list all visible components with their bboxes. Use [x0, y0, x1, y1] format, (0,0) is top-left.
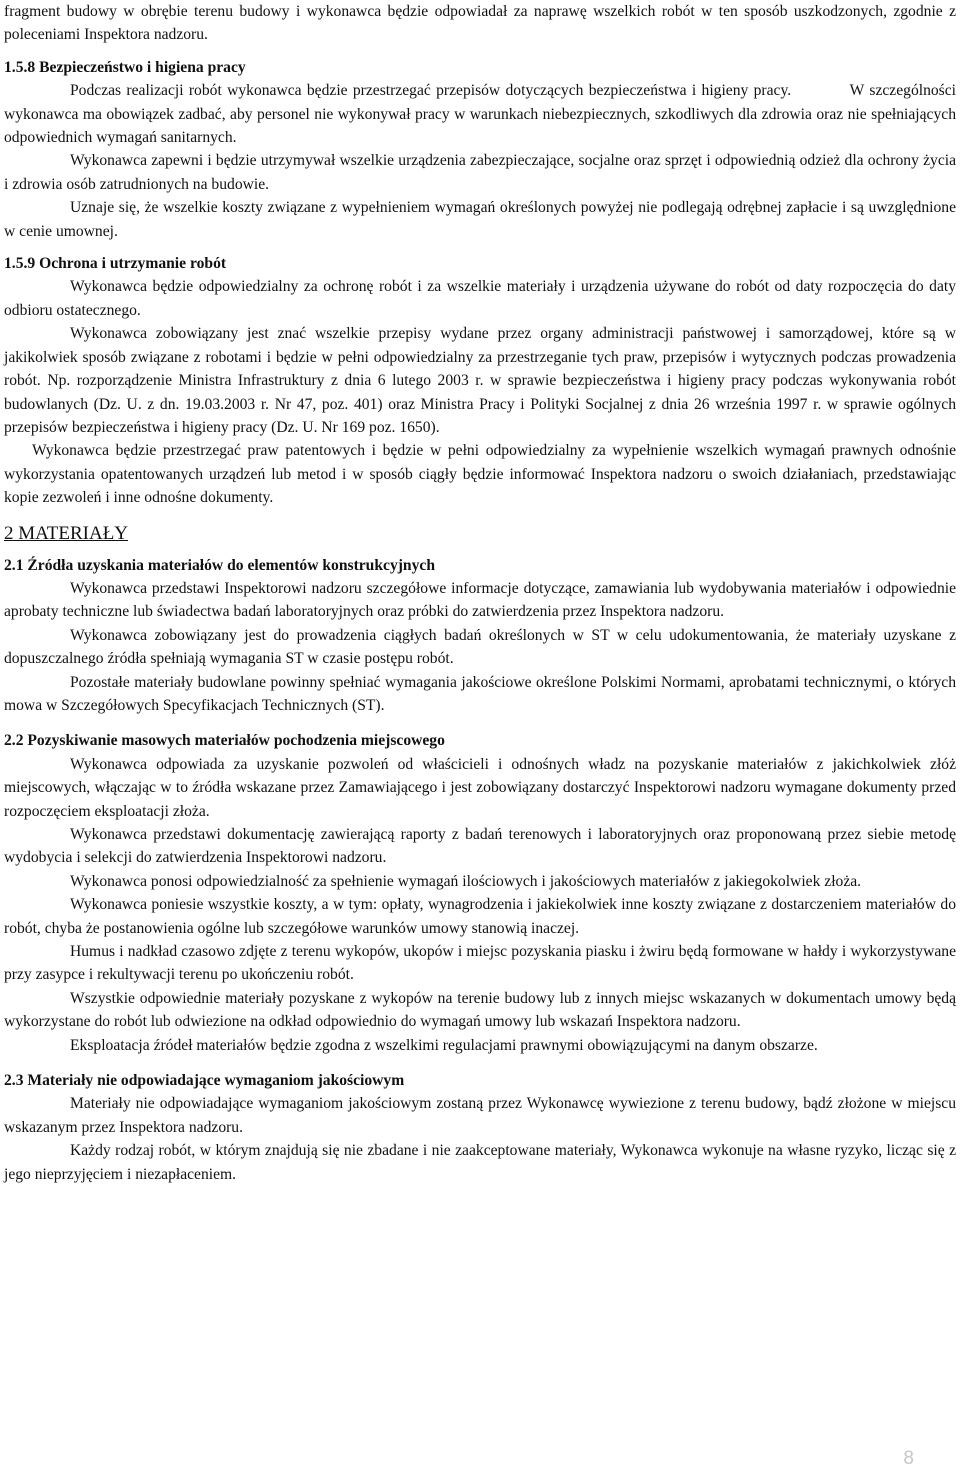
- section-1-5-9-heading: 1.5.9 Ochrona i utrzymanie robót: [4, 255, 227, 273]
- section-1-5-9-paragraph-2: Wykonawca zobowiązany jest znać wszelkie przepisy wydane przez organy administracji państwowej i samorządowej, które są w jakikolwiek sposób związane z robotami i będzie w pełni odpowiedzialny za przestrzeganie tych praw, przepisów i wytycznych podczas prowadzenia robót. Np. rozporządzenie Ministra Infrastruktury z dnia 6 lutego 2003 r. w sprawie bezpieczeństwa i higieny pracy podczas wykonywania robót budowlanych (Dz. U. z dn. 19.03.2003 r. Nr 47, poz. 401) oraz Ministra Pracy i Polityki Socjalnej z dnia 26 września 1997 r. w sprawie ogólnych przepisów bezpieczeństwa i higieny pracy (Dz. U. Nr 169 poz. 1650).: [4, 325, 956, 436]
- section-1-5-8-paragraph-1-tail: W szczególności wykonawca ma obowiązek zadbać, aby personel nie wykonywał pracy w warunkach niebezpiecznych, szkodliwych dla zdrowia oraz nie spełniających odpowiednich wymagań sanitarnych.: [4, 82, 956, 147]
- section-1-5-8-heading: 1.5.8 Bezpieczeństwo i higiena pracy: [4, 58, 246, 76]
- page-number: 8: [903, 1448, 914, 1469]
- section-1-5-9-paragraph-3: Wykonawca będzie przestrzegać praw patentowych i będzie w pełni odpowiedzialny za wypełnienie wszelkich wymagań prawnych odnośnie wykorzystania opatentowanych urządzeń lub metod i w sposób ciągły będzie informować Inspektora nadzoru o swoich działaniach, przedstawiając kopie zezwoleń i inne odnośne dokumenty.: [4, 442, 956, 507]
- section-2-1-paragraph-3: Pozostałe materiały budowlane powinny spełniać wymagania jakościowe określone Polskimi Normami, aprobatami technicznymi, o których mowa w Szczegółowych Specyfikacjach Technicznych (ST).: [4, 673, 956, 714]
- section-2-2-paragraph-3: Wykonawca ponosi odpowiedzialność za spełnienie wymagań ilościowych i jakościowych materiałów z jakiegokolwiek złoża.: [70, 872, 862, 890]
- section-2-1-paragraph-2: Wykonawca zobowiązany jest do prowadzenia ciągłych badań określonych w ST w celu udokumentowania, że materiały uzyskane z dopuszczalnego źródła spełniają wymagania ST w czasie postępu robót.: [4, 626, 956, 668]
- section-2-2-paragraph-6: Wszystkie odpowiednie materiały pozyskane z wykopów na terenie budowy lub z innych miejsc wskazanych w dokumentach umowy będą wykorzystane do robót lub odwiezione na odkład odpowiednio do wymagań umowy lub wskazań Inspektora nadzoru.: [4, 989, 956, 1031]
- section-2-3-paragraph-1: Materiały nie odpowiadające wymaganiom jakościowym zostaną przez Wykonawcę wywiezione z terenu budowy, bądź złożone w miejscu wskazanym przez Inspektora nadzoru.: [4, 1095, 956, 1136]
- section-1-5-8-paragraph-2: Wykonawca zapewni i będzie utrzymywał wszelkie urządzenia zabezpieczające, socjalne oraz sprzęt i odpowiednią odzież dla ochrony życia i zdrowia osób zatrudnionych na budowie.: [4, 152, 956, 193]
- section-2-1-paragraph-1: Wykonawca przedstawi Inspektorowi nadzoru szczegółowe informacje dotyczące, zamawiania lub wydobywania materiałów i odpowiednie aprobaty techniczne lub świadectwa badań laboratoryjnych oraz próbki do zatwierdzenia przez Inspektora nadzoru.: [4, 579, 956, 621]
- section-2-1-heading: 2.1 Źródła uzyskania materiałów do elementów konstrukcyjnych: [4, 556, 435, 574]
- section-2-2-paragraph-7: Eksploatacja źródeł materiałów będzie zgodna z wszelkimi regulacjami prawnymi obowiązującymi na danym obszarze.: [70, 1036, 818, 1054]
- intro-paragraph: fragment budowy w obrębie terenu budowy i wykonawca będzie odpowiadał za naprawę wszelkich robót w ten sposób uszkodzonych, zgodnie z poleceniami Inspektora nadzoru.: [4, 3, 956, 44]
- document-page: [4, 0, 956, 1186]
- section-1-5-8-paragraph-1: Podczas realizacji robót wykonawca będzie przestrzegać przepisów dotyczących bezpieczeństwa i higieny pracy.: [70, 82, 792, 100]
- section-2-2-paragraph-1: Wykonawca odpowiada za uzyskanie pozwoleń od właścicieli i odnośnych władz na pozyskanie materiałów z jakichkolwiek złóż miejscowych, włączając w to źródła wskazane przez Zamawiającego i jest zobowiązany dostarczyć Inspektorowi nadzoru wymagane dokumenty przed rozpoczęciem eksploatacji złoża.: [4, 755, 956, 820]
- section-2-2-paragraph-2: Wykonawca przedstawi dokumentację zawierającą raporty z badań terenowych i laboratoryjnych oraz proponowaną przez siebie metodę wydobycia i selekcji do zatwierdzenia Inspektorowi nadzoru.: [4, 826, 956, 867]
- chapter-2-heading: 2 MATERIAŁY: [4, 522, 129, 544]
- section-2-2-paragraph-5: Humus i nadkład czasowo zdjęte z terenu wykopów, ukopów i miejsc pozyskania piasku i żwiru będą formowane w hałdy i wykorzystywane przy zasypce i rekultywacji terenu po ukończeniu robót.: [4, 943, 956, 984]
- section-2-3-heading: 2.3 Materiały nie odpowiadające wymaganiom jakościowym: [4, 1072, 405, 1090]
- section-2-2-heading: 2.2 Pozyskiwanie masowych materiałów pochodzenia miejscowego: [4, 732, 445, 750]
- section-1-5-8-paragraph: [4, 79, 956, 149]
- section-2-2-paragraph-4: Wykonawca poniesie wszystkie koszty, a w tym: opłaty, wynagrodzenia i jakiekolwiek inne koszty związane z dostarczeniem materiałów do robót, chyba że postanowienia ogólne lub szczegółowe warunków umowy stanowią inaczej.: [4, 896, 956, 937]
- section-1-5-8-paragraph-3: Uznaje się, że wszelkie koszty związane z wypełnieniem wymagań określonych powyżej nie podlegają odrębnej zapłacie i są uwzględnione w cenie umownej.: [4, 199, 956, 240]
- section-1-5-9-paragraph-1: Wykonawca będzie odpowiedzialny za ochronę robót i za wszelkie materiały i urządzenia używane do robót od daty rozpoczęcia do daty odbioru ostatecznego.: [4, 278, 956, 319]
- section-2-3-paragraph-2: Każdy rodzaj robót, w którym znajdują się nie zbadane i nie zaakceptowane materiały, Wykonawca wykonuje na własne ryzyko, licząc się z jego nieprzyjęciem i niezapłaceniem.: [4, 1142, 956, 1183]
